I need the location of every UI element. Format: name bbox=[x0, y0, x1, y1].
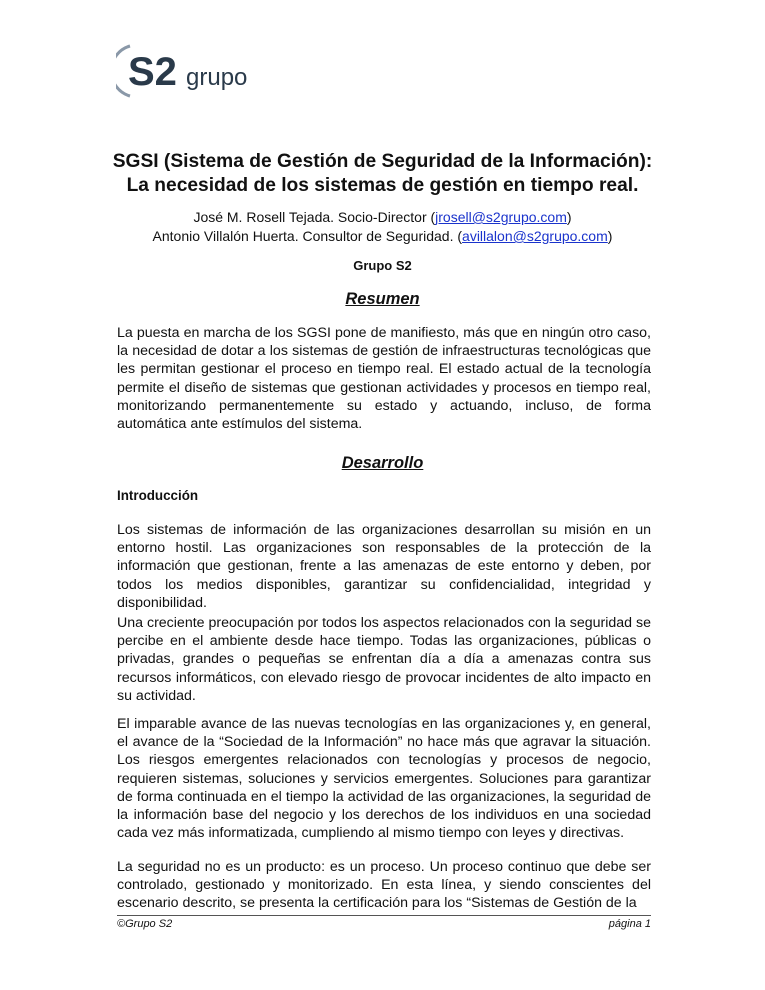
footer-divider bbox=[117, 915, 651, 916]
logo-mark: S2 bbox=[128, 50, 177, 94]
author-line-1 bbox=[100, 208, 665, 227]
author-line-2 bbox=[100, 227, 665, 246]
author-1-email-link[interactable]: jrosell@s2grupo.com bbox=[435, 209, 567, 225]
resumen-paragraph: La puesta en marcha de los SGSI pone de manifiesto, más que en ningún otro caso, la necesidad de dotar a los sistemas de gestión de infraestructuras tecnológicas que les permitan gestionar el proceso en tiempo real. El estado actual de la tecnología permite el diseño de sistemas que gestionan actividades y procesos en tiempo real, monitorizando permanentemente su estado y actuando, incluso, de forma automática ante estímulos del sistema. bbox=[117, 325, 651, 433]
author-2-email-link[interactable]: avillalon@s2grupo.com bbox=[462, 228, 608, 244]
s2-grupo-logo-graphic bbox=[116, 40, 256, 100]
body-paragraph-4: La seguridad no es un producto: es un proceso. Un proceso continuo que debe ser controlado, gestionado y monitorizado. En esta línea, y siendo conscientes del escenario descrito, se presenta la certificación para los “Sistemas de Gestión de la bbox=[117, 859, 651, 912]
title-line-1: SGSI (Sistema de Gestión de Seguridad de la Información): bbox=[112, 151, 653, 172]
group-label: Grupo S2 bbox=[353, 258, 412, 273]
author-2-text: Antonio Villalón Huerta. Consultor de Seguridad. ( bbox=[152, 228, 463, 244]
author-1-tail: ) bbox=[566, 209, 572, 225]
desarrollo-heading: Desarrollo bbox=[341, 454, 424, 472]
s2-grupo-logo bbox=[116, 40, 256, 100]
authors-block bbox=[100, 208, 665, 246]
introduccion-subheading: Introducción bbox=[117, 488, 199, 503]
author-1-text: José M. Rosell Tejada. Socio-Director ( bbox=[193, 209, 436, 225]
body-paragraph-1: Los sistemas de información de las organizaciones desarrollan su misión en un entorno hostil. Las organizaciones son responsables de la protección de la información que gestionan, frente a las amenazas de este entorno y deben, por todos los medios disponibles, garantizar su confidencialidad, integridad y disponibilidad. bbox=[117, 522, 651, 611]
body-paragraph-2: Una creciente preocupación por todos los aspectos relacionados con la seguridad se percibe en el ambiente desde hace tiempo. Todas las organizaciones, públicas o privadas, grandes o pequeñas se enfrentan día a día a amenazas contra sus recursos informáticos, con elevado riesgo de provocar incidentes de alto impacto en su actividad. bbox=[117, 615, 651, 704]
body-paragraph-3: El imparable avance de las nuevas tecnologías en las organizaciones y, en general, el avance de la “Sociedad de la Información” no hace más que agravar la situación. Los riesgos emergentes relacionados con tecnologías y procesos de negocio, requieren sistemas, soluciones y servicios emergentes. Soluciones para garantizar de forma continuada en el tiempo la actividad de las organizaciones, la seguridad de la información base del negocio y los derechos de los individuos en una sociedad cada vez más informatizada, cumpliendo al mismo tiempo con leyes y directivas. bbox=[117, 716, 651, 842]
logo-word: grupo bbox=[186, 64, 248, 91]
resumen-heading: Resumen bbox=[345, 290, 420, 308]
title-line-2: La necesidad de los sistemas de gestión en tiempo real. bbox=[126, 175, 639, 196]
footer-page-number: página 1 bbox=[608, 918, 651, 930]
document-title bbox=[100, 150, 665, 198]
author-2-tail: ) bbox=[607, 228, 613, 244]
footer-copyright: ©Grupo S2 bbox=[117, 918, 173, 930]
